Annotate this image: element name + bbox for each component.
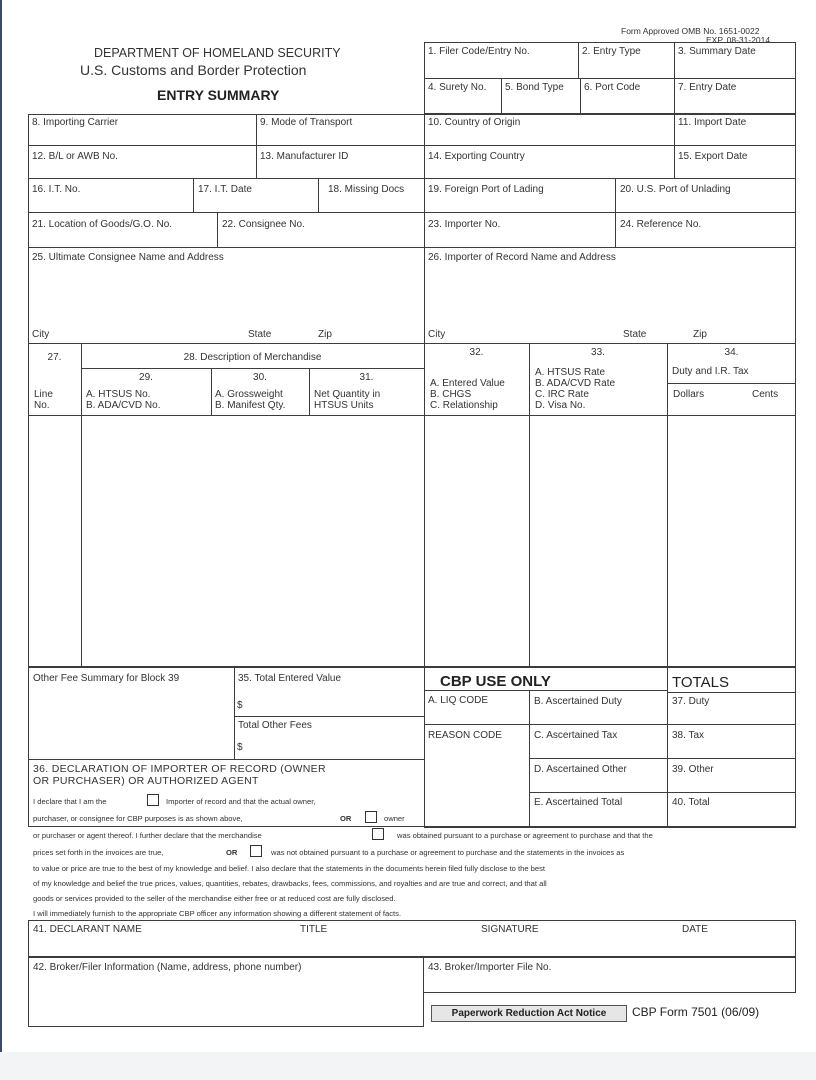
field-23-label: 23. Importer No. (428, 219, 501, 230)
field-40-label: 40. Total (672, 797, 710, 808)
col-32-header: 32. (469, 347, 484, 358)
col-34-header: 34. (724, 347, 739, 358)
importing-carrier-input[interactable] (29, 130, 255, 144)
col-33a-label: A. HTSUS Rate (535, 367, 606, 378)
exporting-country-input[interactable] (425, 163, 673, 177)
field-21-label: 21. Location of Goods/G.O. No. (32, 219, 173, 230)
field-7-label: 7. Entry Date (678, 82, 737, 93)
form-title: ENTRY SUMMARY (157, 87, 280, 103)
manufacturer-id-input[interactable] (257, 163, 423, 177)
importer-no-input[interactable] (425, 232, 614, 246)
col-28-header: 28. Description of Merchandise (183, 352, 322, 363)
dollars-label: Dollars (673, 389, 705, 400)
entry-date-input[interactable] (675, 94, 795, 113)
field-24-label: 24. Reference No. (620, 219, 702, 230)
entry-type-input[interactable] (579, 58, 673, 77)
signature-label: SIGNATURE (481, 924, 539, 935)
paperwork-reduction-notice-button[interactable]: Paperwork Reduction Act Notice (431, 1005, 627, 1022)
field-3-label: 3. Summary Date (678, 46, 756, 57)
col-29-header: 29. (139, 372, 153, 383)
reference-no-input[interactable] (616, 232, 795, 246)
field-39-label: 39. Other (672, 764, 714, 775)
ascertained-duty-label: B. Ascertained Duty (534, 696, 622, 707)
grand-total-input[interactable] (668, 810, 795, 826)
it-no-input[interactable] (29, 197, 192, 211)
col-31-header: 31. (359, 372, 374, 383)
field-25-label: 25. Ultimate Consignee Name and Address (32, 252, 224, 263)
window-edge (0, 0, 2, 1052)
col-31a-label: Net Quantity in (314, 389, 381, 400)
decl-line1-a: I declare that I am the (33, 797, 107, 806)
surety-no-input[interactable] (425, 94, 500, 113)
title-label: TITLE (300, 924, 328, 935)
foreign-port-input[interactable] (425, 197, 614, 211)
total-entered-value-input[interactable] (245, 697, 423, 714)
field-1-label: 1. Filer Code/Entry No. (428, 46, 530, 57)
us-port-input[interactable] (616, 197, 795, 211)
import-date-input[interactable] (675, 130, 795, 144)
duty-tax-column[interactable] (668, 416, 795, 666)
decl-line2-or: OR (340, 814, 352, 823)
field-5-label: 5. Bond Type (505, 82, 564, 93)
col-32c-label: C. Relationship (430, 400, 498, 411)
col-32a-label: A. Entered Value (430, 378, 505, 389)
field-8-label: 8. Importing Carrier (32, 117, 119, 128)
broker-info-input[interactable] (29, 975, 423, 1026)
total-other-fees-input[interactable] (245, 738, 423, 757)
field-9-label: 9. Mode of Transport (260, 117, 353, 128)
field-11-label: 11. Import Date (678, 117, 747, 128)
not-obtained-checkbox[interactable] (250, 845, 262, 857)
col-31b-label: HTSUS Units (314, 400, 374, 411)
cbp-use-only-heading: CBP USE ONLY (440, 673, 551, 690)
filer-code-entry-input[interactable] (425, 58, 577, 77)
location-of-goods-input[interactable] (29, 232, 216, 246)
decl-line3-b: was obtained pursuant to a purchase or agreement to purchase and that the (397, 831, 653, 840)
other-fee-summary-input[interactable] (29, 688, 233, 758)
date-label: DATE (682, 924, 708, 935)
importer-zip-label: Zip (693, 329, 707, 340)
bond-type-input[interactable] (502, 94, 579, 113)
consignee-no-input[interactable] (218, 232, 423, 246)
decl-line4-b: was not obtained pursuant to a purchase or agreement to purchase and the statements in the invoices as (271, 848, 625, 857)
port-code-input[interactable] (581, 94, 673, 113)
field-43-label: 43. Broker/Importer File No. (428, 962, 552, 973)
field-26-label: 26. Importer of Record Name and Address (428, 252, 616, 263)
totals-heading: TOTALS (672, 674, 729, 691)
col-33-header: 33. (591, 347, 605, 358)
department-name: DEPARTMENT OF HOMELAND SECURITY (94, 46, 341, 60)
field-18-label: 18. Missing Docs (328, 184, 405, 195)
col-30a-label: A. Grossweight (215, 389, 283, 400)
liq-code-label: A. LIQ CODE (428, 695, 489, 706)
col-32b-label: B. CHGS (430, 389, 472, 400)
field-20-label: 20. U.S. Port of Unlading (620, 184, 731, 195)
agency-name: U.S. Customs and Border Protection (80, 62, 307, 78)
ascertained-tax-label: C. Ascertained Tax (534, 730, 618, 741)
col-33c-label: C. IRC Rate (535, 389, 589, 400)
mode-of-transport-input[interactable] (257, 130, 423, 144)
country-of-origin-input[interactable] (425, 130, 673, 144)
form-number: CBP Form 7501 (06/09) (632, 1005, 760, 1019)
col-29b-label: B. ADA/CVD No. (86, 400, 161, 411)
col-30-header: 30. (253, 372, 267, 383)
field-2-label: 2. Entry Type (582, 46, 641, 57)
declarant-signature-input[interactable] (29, 937, 795, 956)
field-16-label: 16. I.T. No. (32, 184, 81, 195)
field-6-label: 6. Port Code (584, 82, 641, 93)
field-10-label: 10. Country of Origin (428, 117, 521, 128)
consignee-zip-label: Zip (318, 329, 332, 340)
line-label: Line (34, 389, 53, 400)
it-date-input[interactable] (194, 197, 317, 211)
ascertained-total-label: E. Ascertained Total (534, 797, 623, 808)
merchandise-obtained-checkbox[interactable] (372, 828, 384, 840)
decl-line7: goods or services provided to the seller of the merchandise either free or at reduced cost are fully disclosed. (33, 894, 396, 903)
field-22-label: 22. Consignee No. (222, 219, 305, 230)
duty-total-input[interactable] (668, 708, 795, 723)
col-34a-label: Duty and I.R. Tax (672, 366, 749, 377)
field-12-label: 12. B/L or AWB No. (32, 151, 118, 162)
field-35-label: 35. Total Entered Value (238, 673, 342, 684)
ascertained-other-label: D. Ascertained Other (534, 764, 627, 775)
line-no-column[interactable] (29, 416, 80, 666)
field-17-label: 17. I.T. Date (198, 184, 252, 195)
other-total-input[interactable] (668, 776, 795, 791)
col-33d-label: D. Visa No. (535, 400, 586, 411)
cents-label: Cents (752, 389, 779, 400)
consignee-state-label: State (248, 329, 272, 340)
other-fee-summary-label: Other Fee Summary for Block 39 (33, 673, 180, 684)
decl-line2-a: purchaser, or consignee for CBP purposes is as shown above, (33, 814, 243, 823)
bl-awb-input[interactable] (29, 163, 255, 177)
consignee-city-label: City (32, 329, 50, 340)
description-column[interactable] (82, 416, 423, 666)
ultimate-consignee-input[interactable] (29, 266, 423, 326)
no-label: No. (34, 400, 50, 411)
col-33b-label: B. ADA/CVD Rate (535, 378, 616, 389)
importer-of-record-input[interactable] (425, 266, 795, 326)
col-30b-label: B. Manifest Qty. (215, 400, 286, 411)
expiration-date: EXP. 08-31-2014 (706, 35, 771, 45)
owner-checkbox[interactable] (365, 811, 377, 823)
decl-line5: to value or price are true to the best of my knowledge and belief. I also declare that the statements in the documents herein filed fully disclose to the best (33, 864, 546, 873)
decl-line6: of my knowledge and belief the true prices, values, quantities, rebates, drawbacks, fees, commissions, and royalties and are true and correct, and that all (33, 879, 547, 888)
field-36-label-line1: 36. DECLARATION OF IMPORTER OF RECORD (OWNER (33, 763, 326, 775)
tax-total-input[interactable] (668, 742, 795, 757)
total-other-fees-label: Total Other Fees (238, 720, 312, 731)
field-37-label: 37. Duty (672, 696, 710, 707)
missing-docs-input[interactable] (319, 197, 423, 211)
field-4-label: 4. Surety No. (428, 82, 487, 93)
col-27-header: 27. (47, 352, 62, 363)
entered-value-column[interactable] (425, 416, 528, 666)
htsus-rate-column[interactable] (530, 416, 666, 666)
summary-date-input[interactable] (675, 58, 795, 77)
decl-line2-b: owner (384, 814, 405, 823)
field-42-label: 42. Broker/Filer Information (Name, address, phone number) (33, 962, 302, 973)
decl-line8: I will immediately furnish to the appropriate CBP officer any information showing a different statement of facts. (33, 909, 402, 918)
export-date-input[interactable] (675, 163, 795, 177)
other-fees-dollar-sign: $ (237, 742, 243, 753)
field-13-label: 13. Manufacturer ID (260, 151, 349, 162)
total-entered-dollar-sign: $ (237, 700, 243, 711)
col-29a-label: A. HTSUS No. (86, 389, 151, 400)
reason-code-label: REASON CODE (428, 730, 502, 741)
field-14-label: 14. Exporting Country (428, 151, 525, 162)
field-36-label-line2: OR PURCHASER) OR AUTHORIZED AGENT (33, 775, 259, 787)
importer-of-record-checkbox[interactable] (147, 794, 159, 806)
field-19-label: 19. Foreign Port of Lading (428, 184, 544, 195)
decl-line4-or: OR (226, 848, 238, 857)
omb-approval: Form Approved OMB No. 1651-0022 (621, 26, 760, 36)
importer-city-label: City (428, 329, 446, 340)
decl-line1-b: Importer of record and that the actual owner, (166, 797, 316, 806)
field-38-label: 38. Tax (672, 730, 705, 741)
broker-file-no-input[interactable] (424, 975, 795, 992)
decl-line3-a: or purchaser or agent thereof. I further declare that the merchandise (33, 831, 262, 840)
field-15-label: 15. Export Date (678, 151, 748, 162)
field-41-label: 41. DECLARANT NAME (33, 924, 142, 935)
importer-state-label: State (623, 329, 647, 340)
decl-line4-a: prices set forth in the invoices are true, (33, 848, 164, 857)
